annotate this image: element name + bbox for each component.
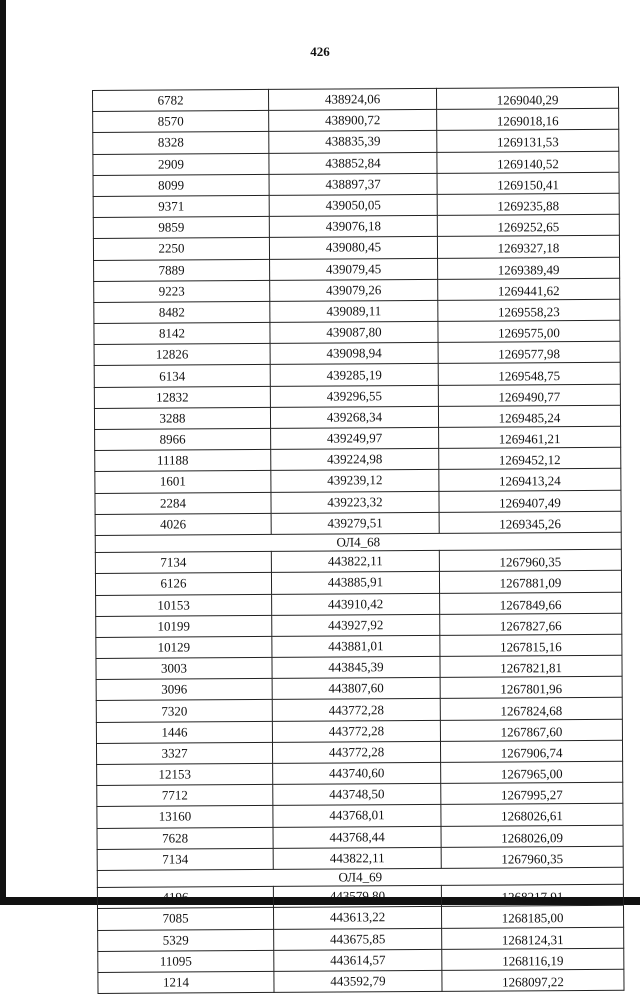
point-number-cell: 2909 [93,153,269,175]
y-coordinate-cell: 1267867,60 [440,719,622,741]
y-coordinate-cell: 1269389,49 [438,257,620,279]
table-row [97,804,623,828]
x-coordinate-cell: 438900,72 [269,110,437,132]
y-coordinate-cell: 1269040,29 [436,87,618,109]
table-row [94,299,620,323]
point-number-cell: 1446 [96,721,272,743]
x-coordinate-cell: 439079,26 [270,279,438,301]
point-number-cell: 2250 [93,238,269,260]
y-coordinate-cell: 1269577,98 [438,342,620,364]
y-coordinate-cell: 1269461,21 [439,426,621,448]
table-row [97,782,623,806]
x-coordinate-cell: 439224,98 [271,449,439,471]
point-number-cell: 8570 [93,111,269,133]
point-number-cell: 9859 [93,217,269,239]
x-coordinate-cell: 438897,37 [269,173,437,195]
x-coordinate-cell: 438835,39 [269,131,437,153]
x-coordinate-cell: 443592,79 [274,970,442,992]
table-row [96,719,622,743]
y-coordinate-cell: 1268116,19 [442,948,624,970]
table-row [94,342,620,366]
x-coordinate-cell: 439239,12 [271,470,439,492]
point-number-cell: 7712 [97,785,273,807]
table-row [95,571,621,595]
x-coordinate-cell: 443885,91 [271,572,439,594]
table-row [96,613,622,637]
x-coordinate-cell: 439079,45 [270,258,438,280]
table-row [97,846,623,870]
point-number-cell: 10153 [96,594,272,616]
x-coordinate-cell: 443772,28 [272,741,440,763]
table-row [96,655,622,679]
point-number-cell: 3288 [94,407,270,429]
x-coordinate-cell: 443927,92 [272,614,440,636]
y-coordinate-cell: 1267965,00 [441,761,623,783]
x-coordinate-cell: 439268,34 [270,406,438,428]
point-number-cell: 8328 [93,132,269,154]
table-row [95,511,621,535]
table-row [95,447,621,471]
point-number-cell: 3327 [96,742,272,764]
x-coordinate-cell: 443748,50 [273,784,441,806]
point-number-cell: 6134 [94,365,270,387]
coordinate-table [92,87,625,994]
point-number-cell: 9371 [93,195,269,217]
y-coordinate-cell: 1269490,77 [438,384,620,406]
point-number-cell: 2284 [95,492,271,514]
y-coordinate-cell: 1267801,96 [440,677,622,699]
point-number-cell: 11188 [95,450,271,472]
point-number-cell: 7628 [97,827,273,849]
scan-edge-left [0,0,6,905]
point-number-cell: 8099 [93,174,269,196]
x-coordinate-cell: 443845,39 [272,656,440,678]
x-coordinate-cell: 438924,06 [268,88,436,110]
table-row [95,426,621,450]
table-row [93,193,619,217]
y-coordinate-cell: 1269252,65 [437,214,619,236]
y-coordinate-cell: 1268026,09 [441,825,623,847]
x-coordinate-cell: 443807,60 [272,678,440,700]
y-coordinate-cell: 1269548,75 [438,363,620,385]
table-row [97,884,623,908]
point-number-cell: 7889 [94,259,270,281]
point-number-cell: 7085 [98,908,274,930]
x-coordinate-cell: 439098,94 [270,343,438,365]
x-coordinate-cell: 439249,97 [271,427,439,449]
y-coordinate-cell: 1269140,52 [437,151,619,173]
y-coordinate-cell: 1269452,12 [439,447,621,469]
x-coordinate-cell: 443768,01 [273,805,441,827]
y-coordinate-cell: 1267849,66 [440,592,622,614]
point-number-cell: 7134 [95,552,271,574]
table-row [93,236,619,260]
point-number-cell: 7134 [97,848,273,870]
point-number-cell: 6126 [95,573,271,595]
table-row [95,490,621,514]
y-coordinate-cell: 1267824,68 [440,698,622,720]
y-coordinate-cell: 1268185,00 [441,906,623,928]
table-row [95,549,621,573]
table-row [94,278,620,302]
point-number-cell: 5329 [98,929,274,951]
y-coordinate-cell: 1269131,53 [437,130,619,152]
y-coordinate-cell: 1269345,26 [439,511,621,533]
coordinate-table-sheet [92,87,601,994]
point-number-cell: 12832 [94,386,270,408]
point-number-cell: 11095 [98,950,274,972]
table-row [96,740,622,764]
y-coordinate-cell: 1267821,81 [440,655,622,677]
y-coordinate-cell: 1269150,41 [437,172,619,194]
x-coordinate-cell: 443772,28 [272,699,440,721]
x-coordinate-cell: 443822,11 [273,847,441,869]
x-coordinate-cell: 438852,84 [269,152,437,174]
x-coordinate-cell: 443768,44 [273,826,441,848]
table-row [94,363,620,387]
point-number-cell: 8482 [94,301,270,323]
x-coordinate-cell: 439279,51 [271,512,439,534]
y-coordinate-cell: 1269407,49 [439,490,621,512]
y-coordinate-cell: 1268217,91 [441,884,623,906]
y-coordinate-cell: 1269485,24 [438,405,620,427]
x-coordinate-cell: 439080,45 [269,237,437,259]
y-coordinate-cell: 1269558,23 [438,299,620,321]
x-coordinate-cell: 439296,55 [270,385,438,407]
table-row [96,634,622,658]
point-number-cell: 3096 [96,679,272,701]
table-row [95,469,621,493]
point-number-cell: 10129 [96,636,272,658]
point-number-cell: 13160 [97,806,273,828]
x-coordinate-cell: 439076,18 [269,216,437,238]
y-coordinate-cell: 1269441,62 [438,278,620,300]
x-coordinate-cell: 439089,11 [270,300,438,322]
x-coordinate-cell: 443740,60 [273,762,441,784]
x-coordinate-cell: 443881,01 [272,635,440,657]
coordinate-table-body [93,87,625,993]
table-row [93,172,619,196]
table-row [94,320,620,344]
section-title: ОЛ4_68 [95,532,621,552]
point-number-cell: 7320 [96,700,272,722]
table-row [93,151,619,175]
y-coordinate-cell: 1269575,00 [438,320,620,342]
table-row [97,825,623,849]
table-row [98,948,624,972]
point-number-cell: 8966 [95,428,271,450]
x-coordinate-cell: 443772,28 [272,720,440,742]
page-number: 426 [310,44,330,59]
y-coordinate-cell: 1267995,27 [441,782,623,804]
point-number-cell: 8142 [94,322,270,344]
x-coordinate-cell: 439087,80 [270,321,438,343]
y-coordinate-cell: 1268124,31 [442,927,624,949]
table-row [93,130,619,154]
x-coordinate-cell: 443910,42 [272,593,440,615]
section-title: ОЛ4_69 [97,867,623,887]
x-coordinate-cell: 439223,32 [271,491,439,513]
x-coordinate-cell: 443822,11 [271,551,439,573]
table-row [93,108,619,132]
table-row [93,214,619,238]
table-row [93,87,619,111]
y-coordinate-cell: 1267881,09 [439,571,621,593]
x-coordinate-cell: 443579,80 [273,886,441,908]
y-coordinate-cell: 1267815,16 [440,634,622,656]
point-number-cell: 9223 [94,280,270,302]
point-number-cell: 6782 [93,89,269,111]
point-number-cell: 3003 [96,657,272,679]
table-row [94,384,620,408]
x-coordinate-cell: 439285,19 [270,364,438,386]
y-coordinate-cell: 1267960,35 [441,846,623,868]
point-number-cell: 1601 [95,471,271,493]
table-row [94,405,620,429]
y-coordinate-cell: 1269235,88 [437,193,619,215]
table-row [98,927,624,951]
table-row [96,592,622,616]
y-coordinate-cell: 1267906,74 [440,740,622,762]
table-row [94,257,620,281]
x-coordinate-cell: 439050,05 [269,194,437,216]
x-coordinate-cell: 443675,85 [274,928,442,950]
y-coordinate-cell: 1269018,16 [437,108,619,130]
y-coordinate-cell: 1268097,22 [442,969,624,991]
point-number-cell: 4026 [95,513,271,535]
y-coordinate-cell: 1267827,66 [440,613,622,635]
table-row [98,969,624,993]
y-coordinate-cell: 1267960,35 [439,549,621,571]
point-number-cell: 12153 [97,763,273,785]
point-number-cell: 1214 [98,971,274,993]
point-number-cell: 12826 [94,344,270,366]
x-coordinate-cell: 443614,57 [274,949,442,971]
point-number-cell: 4196 [97,887,273,909]
y-coordinate-cell: 1269327,18 [437,236,619,258]
y-coordinate-cell: 1269413,24 [439,469,621,491]
table-row [97,761,623,785]
table-row [96,677,622,701]
table-row [96,698,622,722]
table-row [98,906,624,930]
y-coordinate-cell: 1268026,61 [441,804,623,826]
point-number-cell: 10199 [96,615,272,637]
x-coordinate-cell: 443613,22 [273,907,441,929]
